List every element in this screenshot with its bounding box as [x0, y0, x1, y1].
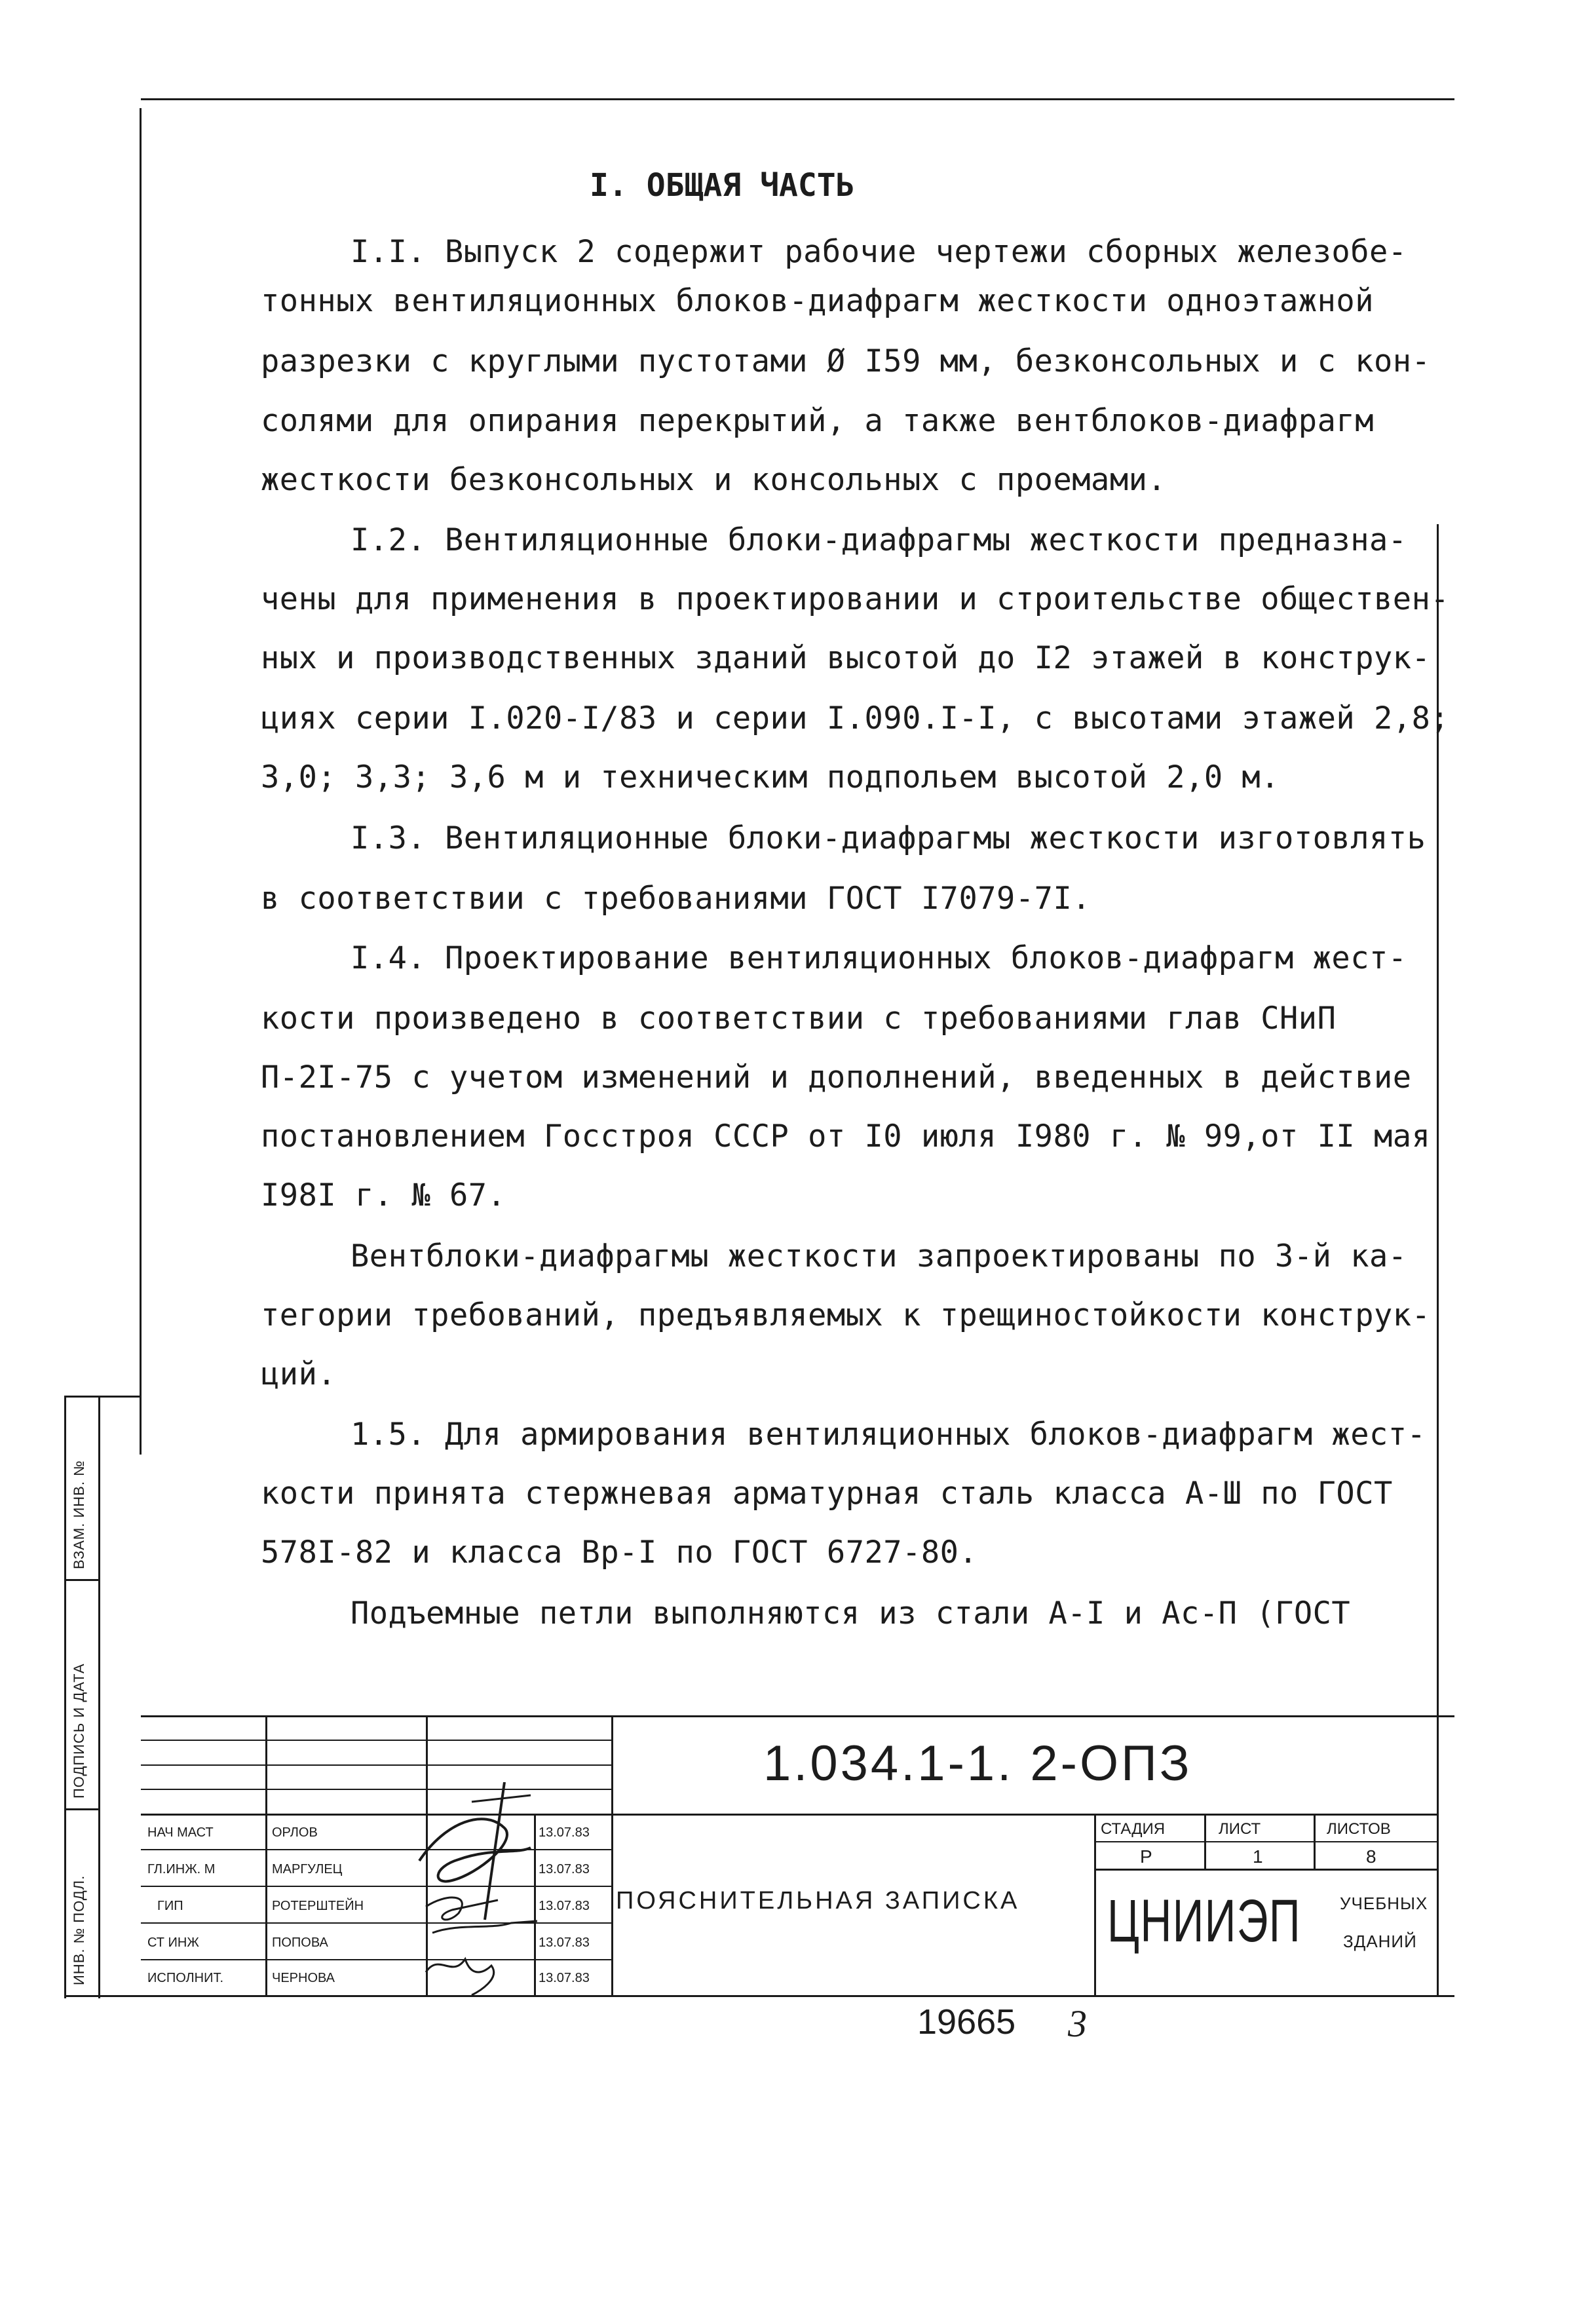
paragraph-line: I.2. Вентиляционные блоки-диафрагмы жесткости предназна- [351, 522, 1407, 558]
paragraph-line: тегории требований, предъявляемых к трещиностойкости конструк- [261, 1297, 1431, 1333]
tb-bottom [64, 1995, 1454, 1997]
document-name: ПОЯСНИТЕЛЬНАЯ ЗАПИСКА [616, 1887, 1020, 1914]
drawing-designation: 1.034.1-1. 2-ОПЗ [763, 1736, 1192, 1791]
tb-right-row-1 [1094, 1841, 1438, 1842]
side-stamp-outer-left [64, 1396, 66, 1998]
paragraph-line: жесткости безконсольных и консольных с проемами. [261, 462, 1167, 498]
tb-grid-row [141, 1764, 613, 1766]
tb-col-1 [265, 1715, 267, 1997]
page-number: 3 [1068, 2002, 1087, 2045]
staff-role: ИСПОЛНИТ. [147, 1971, 224, 1985]
stage-value: Р [1140, 1846, 1153, 1867]
staff-name: ПОПОВА [272, 1935, 328, 1950]
paragraph-line: тонных вентиляционных блоков-диафрагм жесткости одноэтажной [261, 283, 1374, 319]
paragraph-line: I.I. Выпуск 2 содержит рабочие чертежи сборных железобе- [351, 234, 1407, 270]
staff-date: 13.07.83 [539, 1971, 590, 1985]
sheets-header: ЛИСТОВ [1327, 1820, 1391, 1838]
staff-name: ОРЛОВ [272, 1825, 318, 1840]
staff-name: МАРГУЛЕЦ [272, 1862, 343, 1876]
paragraph-line: Подъемные петли выполняются из стали А-I и Ас-П (ГОСТ [351, 1595, 1351, 1631]
sheet-value: 1 [1253, 1846, 1264, 1867]
organization-name: ЦНИИЭП [1107, 1888, 1301, 1954]
paragraph-line: I.4. Проектирование вентиляционных блоков-диафрагм жест- [351, 940, 1407, 976]
staff-role: ГЛ.ИНЖ. М [147, 1862, 216, 1876]
stage-header: СТАДИЯ [1101, 1820, 1166, 1838]
staff-date: 13.07.83 [539, 1935, 590, 1950]
side-stamp-sep-1 [64, 1579, 100, 1581]
paragraph-line: разрезки с круглыми пустотами Ø I59 мм, безконсольных и с кон- [261, 343, 1431, 379]
paragraph-line: солями для опирания перекрытий, а также вентблоков-диафрагм [261, 403, 1374, 439]
paragraph-line: чены для применения в проектировании и строительстве обществен- [261, 581, 1450, 617]
archive-number: 19665 [917, 2002, 1016, 2042]
tb-col-4 [611, 1715, 613, 1997]
paragraph-line: постановлением Госстроя СССР от I0 июля I980 г. № 99,от II мая [261, 1118, 1431, 1154]
paragraph-line: 578I-82 и класса Вр-I по ГОСТ 6727-80. [261, 1534, 978, 1571]
signature-date-label: ПОДПИСЬ И ДАТА [71, 1663, 87, 1799]
paragraph-line: 3,0; 3,3; 3,6 м и техническим подпольем высотой 2,0 м. [261, 759, 1280, 795]
paragraph-line: I.3. Вентиляционные блоки-диафрагмы жесткости изготовлять [351, 820, 1426, 856]
staff-date: 13.07.83 [539, 1862, 590, 1876]
tb-grid-row [141, 1740, 613, 1741]
paragraph-line: ций. [261, 1356, 337, 1392]
side-stamp-top [64, 1396, 142, 1398]
staff-date: 13.07.83 [539, 1899, 590, 1913]
replace-inv-label: ВЗАМ. ИНВ. № [71, 1460, 87, 1569]
sheet-header: ЛИСТ [1219, 1820, 1261, 1838]
tb-mid [141, 1814, 1438, 1816]
paragraph-line: 1.5. Для армирования вентиляционных блоков-диафрагм жест- [351, 1417, 1426, 1453]
paragraph-line: Вентблоки-диафрагмы жесткости запроектированы по 3-й ка- [351, 1238, 1407, 1274]
paragraph-line: ных и производственных зданий высотой до I2 этажей в конструк- [261, 640, 1431, 676]
section-title: I. ОБЩАЯ ЧАСТЬ [590, 167, 855, 204]
staff-name: ЧЕРНОВА [272, 1971, 335, 1985]
paragraph-line: кости произведено в соответствии с требованиями глав СНиП [261, 1000, 1337, 1037]
staff-name: РОТЕРШТЕЙН [272, 1899, 364, 1913]
paragraph-line: кости принята стержневая арматурная сталь класса А-Ш по ГОСТ [261, 1476, 1393, 1512]
organization-sub-1: УЧЕБНЫХ [1340, 1894, 1428, 1913]
staff-role: СТ ИНЖ [147, 1935, 199, 1950]
signatures-drawing [406, 1782, 557, 1998]
original-inv-label: ИНВ. № ПОДЛ. [71, 1875, 87, 1985]
staff-role: НАЧ МАСТ [147, 1825, 214, 1840]
paragraph-line: циях серии I.020-I/83 и серии I.090.I-I, с высотами этажей 2,8; [261, 700, 1450, 736]
tb-right-row-2 [1094, 1869, 1438, 1871]
staff-date: 13.07.83 [539, 1825, 590, 1840]
left-border [140, 108, 142, 1455]
side-stamp-inner [98, 1396, 100, 1998]
paragraph-line: в соответствии с требованиями ГОСТ I7079-7I. [261, 881, 1091, 917]
staff-role: ГИП [157, 1899, 183, 1913]
tb-top [141, 1715, 1454, 1717]
organization-sub-2: ЗДАНИЙ [1343, 1932, 1417, 1951]
side-stamp-sep-2 [64, 1808, 100, 1810]
sheets-value: 8 [1366, 1846, 1377, 1867]
paragraph-line: П-2I-75 с учетом изменений и дополнений, введенных в действие [261, 1059, 1412, 1095]
tb-right [1437, 1715, 1439, 1997]
top-border [141, 98, 1454, 100]
paragraph-line: I98I г. № 67. [261, 1177, 506, 1213]
